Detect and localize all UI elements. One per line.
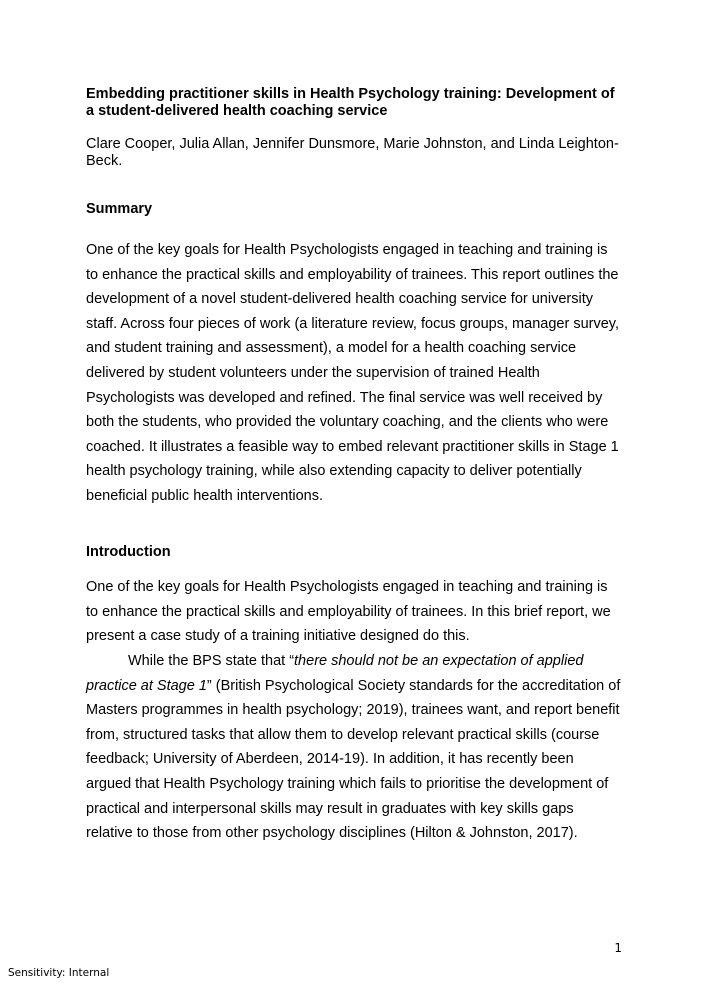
introduction-paragraph-1: One of the key goals for Health Psychologists engaged in teaching and training is to enhance the practical skills and employability of trainees. In this brief report, we present a case study of a training initiative designed do this.	[86, 579, 611, 645]
summary-heading: Summary	[86, 201, 153, 217]
paragraph-text-lead: While the BPS state that “	[128, 653, 295, 669]
page-number: 1	[614, 941, 622, 955]
paragraph-text-rest: ” (British Psychological Society standards for the accreditation of Masters programmes in health psychology; 2019), trainees want, and report benefit from, structured tasks that allow them to develop relevant practical skills (course feedback; University of Aberdeen, 2014-19). In addition, it has recently been argued that Health Psychology training which fails to prioritise the development of practical and interpersonal skills may result in graduates with key skills gaps relative to those from other psychology disciplines (Hilton & Johnston, 2017).	[86, 677, 621, 842]
introduction-heading: Introduction	[86, 544, 171, 560]
summary-paragraph: One of the key goals for Health Psychologists engaged in teaching and training is to enhance the practical skills and employability of trainees. This report outlines the development of a novel student-delivered health coaching service for university staff. Across four pieces of work (a literature review, focus groups, manager survey, and student training and assessment), a model for a health coaching service delivered by student volunteers under the supervision of trained Health Psychologists was developed and refined. The final service was well received by both the students, who provided the voluntary coaching, and the clients who were coached. It illustrates a feasible way to embed relevant practitioner skills in Stage 1 health psychology training, while also extending capacity to deliver potentially beneficial public health interventions.	[86, 242, 619, 504]
paper-title: Embedding practitioner skills in Health Psychology training: Development of a student-delivered health coaching service	[86, 86, 615, 119]
quoted-standard: there should not be an expectation of applied practice at Stage 1	[86, 653, 584, 694]
introduction-paragraph-2	[86, 649, 621, 846]
author-list: Clare Cooper, Julia Allan, Jennifer Dunsmore, Marie Johnston, and Linda Leighton-Beck.	[86, 136, 619, 169]
sensitivity-label: Sensitivity: Internal	[8, 967, 110, 979]
